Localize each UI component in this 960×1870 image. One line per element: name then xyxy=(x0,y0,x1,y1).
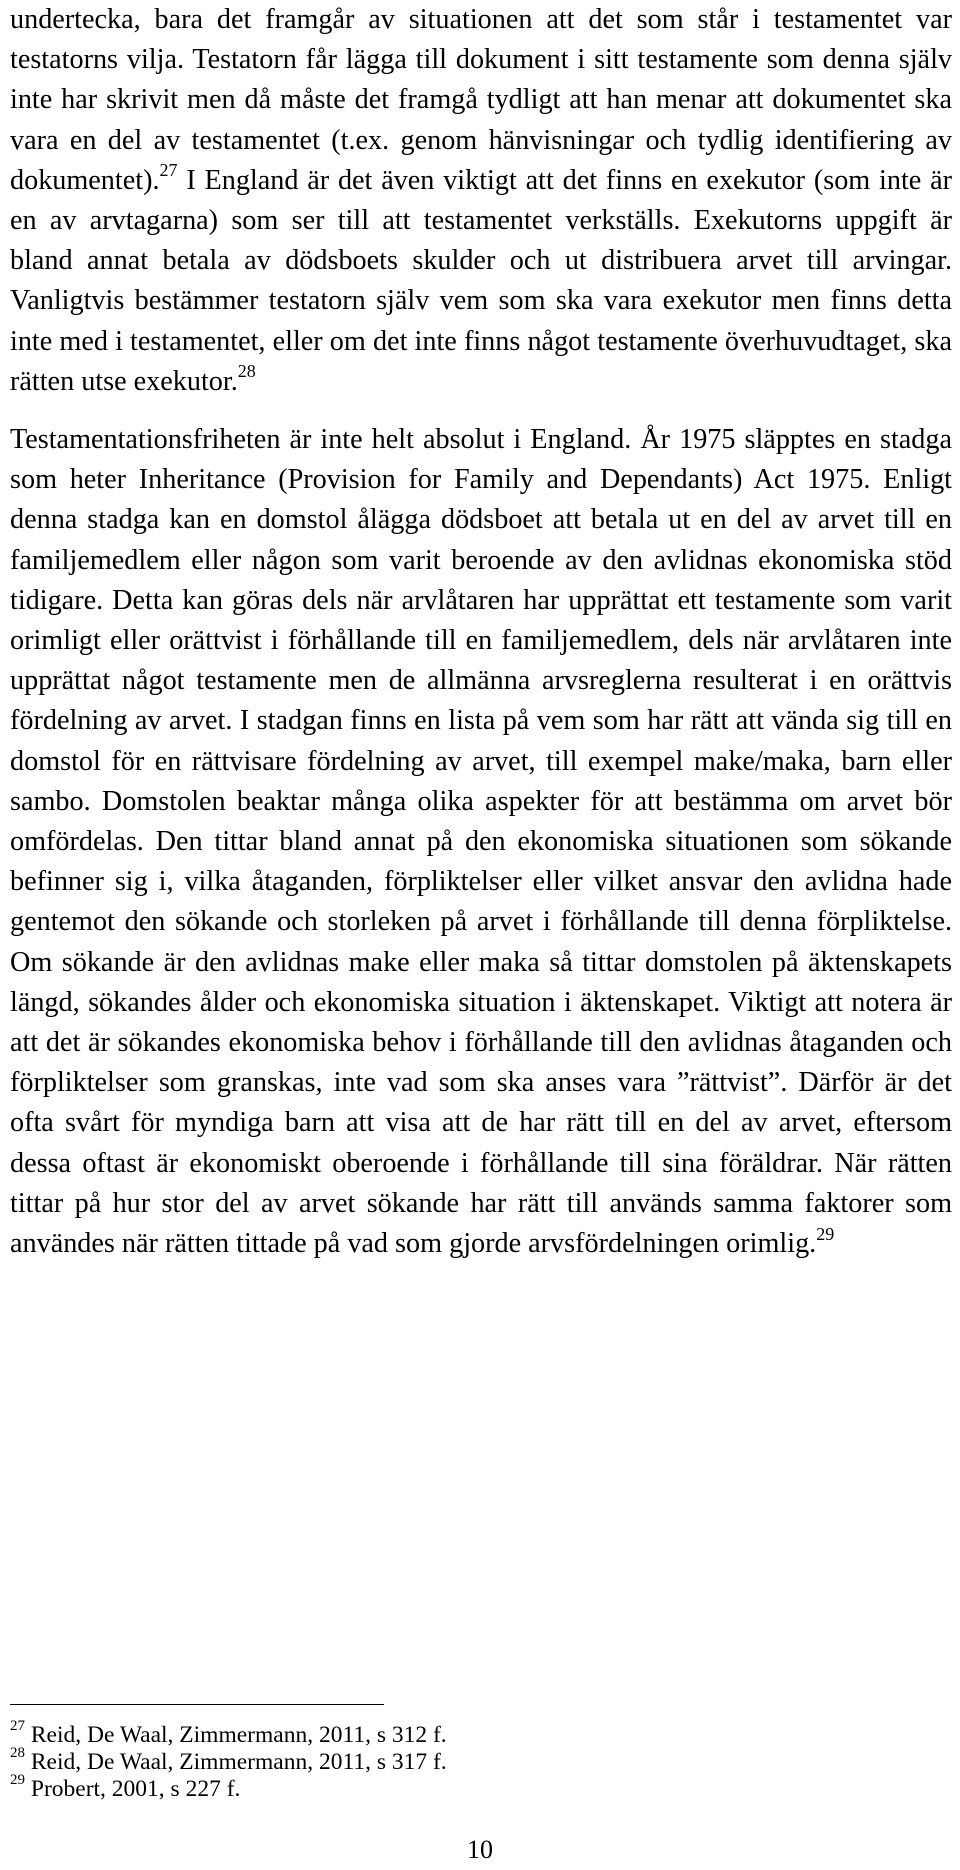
paragraph-1-text-b: I England är det även viktigt att det finns en exekutor (som inte är en av arvtagarna) som ser till att testamentet verkställs. Exekutorns uppgift är bland annat betala av dödsboets skulder och ut distribuera arvet till arvingar. Vanligtvis bestämmer testatorn själv vem som ska vara exekutor men finns detta inte med i testamentet, eller om det inte finns något testamente överhuvudtaget, ska rätten utse exekutor. xyxy=(10,164,952,397)
paragraph-2 xyxy=(10,420,952,1264)
paragraph-1 xyxy=(10,0,952,402)
footnote-ref-28: 28 xyxy=(237,361,256,382)
footnote-ref-29: 29 xyxy=(816,1223,835,1244)
footnote-separator xyxy=(10,1704,384,1705)
footnotes xyxy=(10,1718,910,1803)
footnote-ref-27: 27 xyxy=(159,160,178,181)
footnote-28 xyxy=(10,1745,910,1776)
footnote-text: Probert, 2001, s 227 f. xyxy=(25,1776,241,1802)
paragraph-2-text: Testamentationsfriheten är inte helt absolut i England. År 1975 släpptes en stadga som heter Inheritance (Provision for Family and Dependants) Act 1975. Enligt denna stadga kan en domstol ålägga dödsboet att betala ut en del av arvet till en familjemedlem eller någon som varit beroende av den avlidnas ekonomiska stöd tidigare. Detta kan göras dels när arvlåtaren har upprättat ett testamente som varit orimligt eller orättvist i förhållande till en familjemedlem, dels när arvlåtaren inte upprättat något testamente men de allmänna arvsreglerna resulterat i en orättvis fördelning av arvet. I stadgan finns en lista på vem som har rätt att vända sig till en domstol för en rättvisare fördelning av arvet, till exempel make/maka, barn eller sambo. Domstolen beaktar många olika aspekter för att bestämma om arvet bör omfördelas. Den tittar bland annat på den ekonomiska situationen som sökande befinner sig i, vilka åtaganden, förpliktelser eller vilket ansvar den avlidna hade gentemot den sökande och storleken på arvet i förhållande till denna förpliktelse. Om sökande är den avlidnas make eller maka så tittar domstolen på äktenskapets längd, sökandes ålder och ekonomiska situation i äktenskapet. Viktigt att notera är att det är sökandes ekonomiska behov i förhållande till den avlidnas åtaganden och förpliktelser som granskas, inte vad som ska anses vara ”rättvist”. Därför är det ofta svårt för myndiga barn att visa att de har rätt till en del av arvet, eftersom dessa oftast är ekonomiskt oberoende i förhållande till sina föräldrar. När rätten tittar på hur stor del av arvet sökande har rätt till används samma faktorer som användes när rätten tittade på vad som gjorde arvsfördelningen orimlig. xyxy=(10,424,952,1260)
body-text xyxy=(10,0,952,1264)
footnote-29 xyxy=(10,1772,910,1803)
footnote-number: 29 xyxy=(10,1772,25,1789)
footnote-number: 27 xyxy=(10,1718,25,1735)
page-number: 10 xyxy=(467,1835,493,1864)
footnote-text: Reid, De Waal, Zimmermann, 2011, s 312 f. xyxy=(25,1722,447,1748)
footnote-number: 28 xyxy=(10,1745,25,1762)
paragraph-1-text-a: undertecka, bara det framgår av situationen att det som står i testamentet var testatorns vilja. Testatorn får lägga till dokument i sitt testamente som denna själv inte har skrivit men då måste det framgå tydligt att han menar att dokumentet ska vara en del av testamentet (t.ex. genom hänvisningar och tydlig identifiering av dokumentet). xyxy=(10,4,952,196)
footnote-text: Reid, De Waal, Zimmermann, 2011, s 317 f. xyxy=(25,1749,447,1775)
footnote-27 xyxy=(10,1718,910,1749)
